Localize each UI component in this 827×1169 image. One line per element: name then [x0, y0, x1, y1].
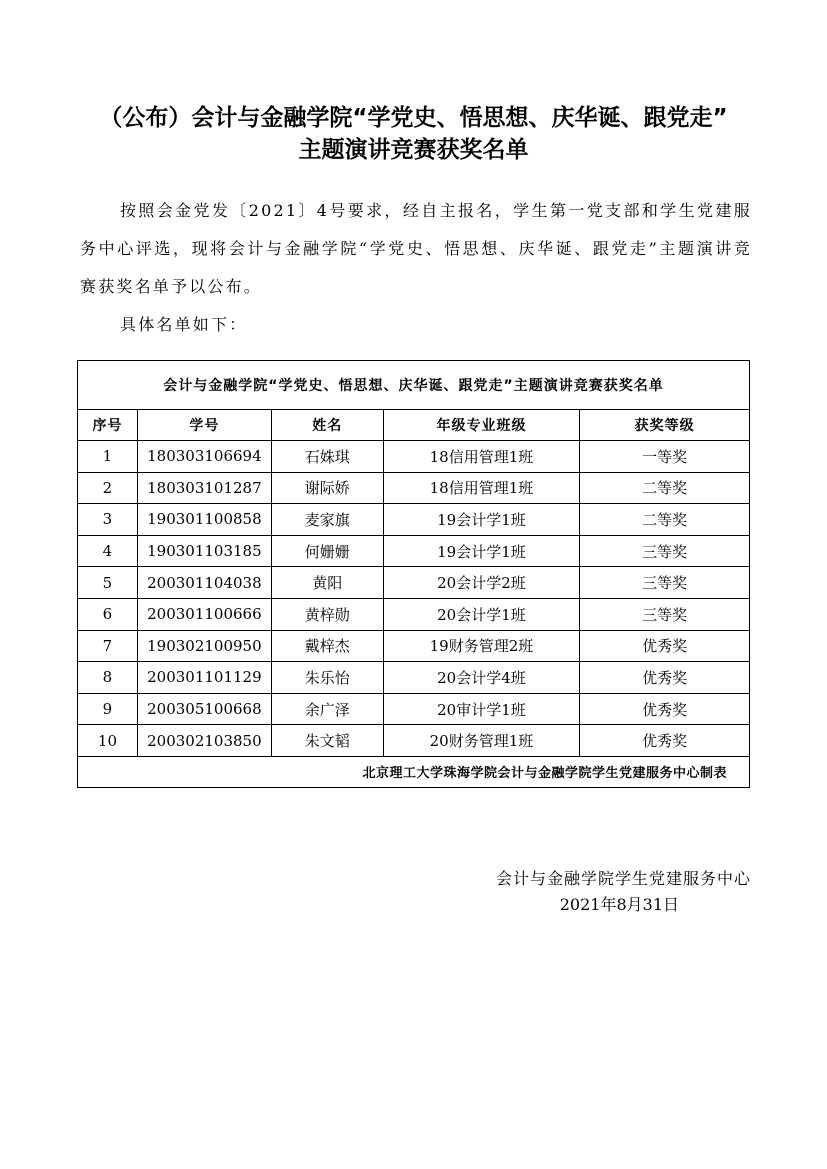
table-row — [78, 630, 750, 662]
cell-index: 5 — [78, 567, 138, 599]
cell-class: 19财务管理2班 — [383, 630, 580, 662]
cell-class: 19会计学1班 — [383, 504, 580, 536]
header-class: 年级专业班级 — [383, 410, 580, 441]
cell-name: 石姝琪 — [271, 441, 383, 473]
table-footer-row — [78, 756, 750, 787]
document-title-line-2: 主题演讲竞赛获奖名单 — [298, 137, 529, 163]
cell-name: 余广泽 — [271, 693, 383, 725]
cell-student-id: 180303106694 — [137, 441, 271, 473]
cell-award: 三等奖 — [580, 567, 750, 599]
cell-index: 3 — [78, 504, 138, 536]
table-row — [78, 725, 750, 757]
cell-index: 1 — [78, 441, 138, 473]
table-row — [78, 693, 750, 725]
cell-student-id: 190301100858 — [137, 504, 271, 536]
cell-class: 19会计学1班 — [383, 535, 580, 567]
signature-org: 会计与金融学院学生党建服务中心 — [495, 869, 751, 888]
cell-student-id: 190301103185 — [137, 535, 271, 567]
table-caption: 会计与金融学院“学党史、悟思想、庆华诞、跟党走”主题演讲竞赛获奖名单 — [78, 361, 750, 410]
table-row — [78, 441, 750, 473]
cell-class: 18信用管理1班 — [383, 441, 580, 473]
cell-index: 2 — [78, 472, 138, 504]
cell-index: 9 — [78, 693, 138, 725]
cell-class: 20会计学2班 — [383, 567, 580, 599]
list-intro-paragraph: 具体名单如下： — [120, 315, 248, 334]
cell-class: 20会计学1班 — [383, 598, 580, 630]
cell-student-id: 200301101129 — [137, 662, 271, 694]
signature-date: 2021年8月31日 — [559, 895, 679, 914]
table-header-row — [78, 410, 750, 441]
table-caption-row — [78, 361, 750, 410]
cell-award: 一等奖 — [580, 441, 750, 473]
cell-student-id: 190302100950 — [137, 630, 271, 662]
cell-class: 20财务管理1班 — [383, 725, 580, 757]
header-award: 获奖等级 — [580, 410, 750, 441]
table-row — [78, 662, 750, 694]
cell-name: 朱乐怡 — [271, 662, 383, 694]
cell-index: 8 — [78, 662, 138, 694]
cell-award: 优秀奖 — [580, 662, 750, 694]
cell-award: 优秀奖 — [580, 725, 750, 757]
intro-paragraph: 按照会金党发〔2021〕4号要求，经自主报名，学生第一党支部和学生党建服务中心评选，现将会计与金融学院“学党史、悟思想、庆华诞、跟党走”主题演讲竞赛获奖名单予以公布。 — [80, 201, 752, 296]
header-student-id: 学号 — [137, 410, 271, 441]
cell-student-id: 200301104038 — [137, 567, 271, 599]
document-title-line-1: （公布）会计与金融学院“学党史、悟思想、庆华诞、跟党走” — [99, 105, 728, 131]
cell-class: 20审计学1班 — [383, 693, 580, 725]
table-row — [78, 567, 750, 599]
cell-award: 二等奖 — [580, 472, 750, 504]
cell-index: 10 — [78, 725, 138, 757]
cell-award: 优秀奖 — [580, 693, 750, 725]
cell-name: 麦家旗 — [271, 504, 383, 536]
table-footer: 北京理工大学珠海学院会计与金融学院学生党建服务中心制表 — [78, 756, 750, 787]
award-table — [77, 360, 750, 788]
cell-name: 黄梓勋 — [271, 598, 383, 630]
cell-student-id: 200301100666 — [137, 598, 271, 630]
cell-student-id: 200302103850 — [137, 725, 271, 757]
cell-name: 朱文韬 — [271, 725, 383, 757]
cell-name: 何姗姗 — [271, 535, 383, 567]
cell-name: 黄阳 — [271, 567, 383, 599]
table-row — [78, 535, 750, 567]
header-name: 姓名 — [271, 410, 383, 441]
table-row — [78, 504, 750, 536]
header-index: 序号 — [78, 410, 138, 441]
cell-name: 谢际娇 — [271, 472, 383, 504]
cell-class: 20会计学4班 — [383, 662, 580, 694]
cell-index: 6 — [78, 598, 138, 630]
cell-award: 优秀奖 — [580, 630, 750, 662]
cell-award: 三等奖 — [580, 535, 750, 567]
cell-index: 4 — [78, 535, 138, 567]
cell-student-id: 180303101287 — [137, 472, 271, 504]
table-row — [78, 598, 750, 630]
cell-name: 戴梓杰 — [271, 630, 383, 662]
table-row — [78, 472, 750, 504]
cell-award: 三等奖 — [580, 598, 750, 630]
cell-class: 18信用管理1班 — [383, 472, 580, 504]
cell-student-id: 200305100668 — [137, 693, 271, 725]
cell-index: 7 — [78, 630, 138, 662]
cell-award: 二等奖 — [580, 504, 750, 536]
